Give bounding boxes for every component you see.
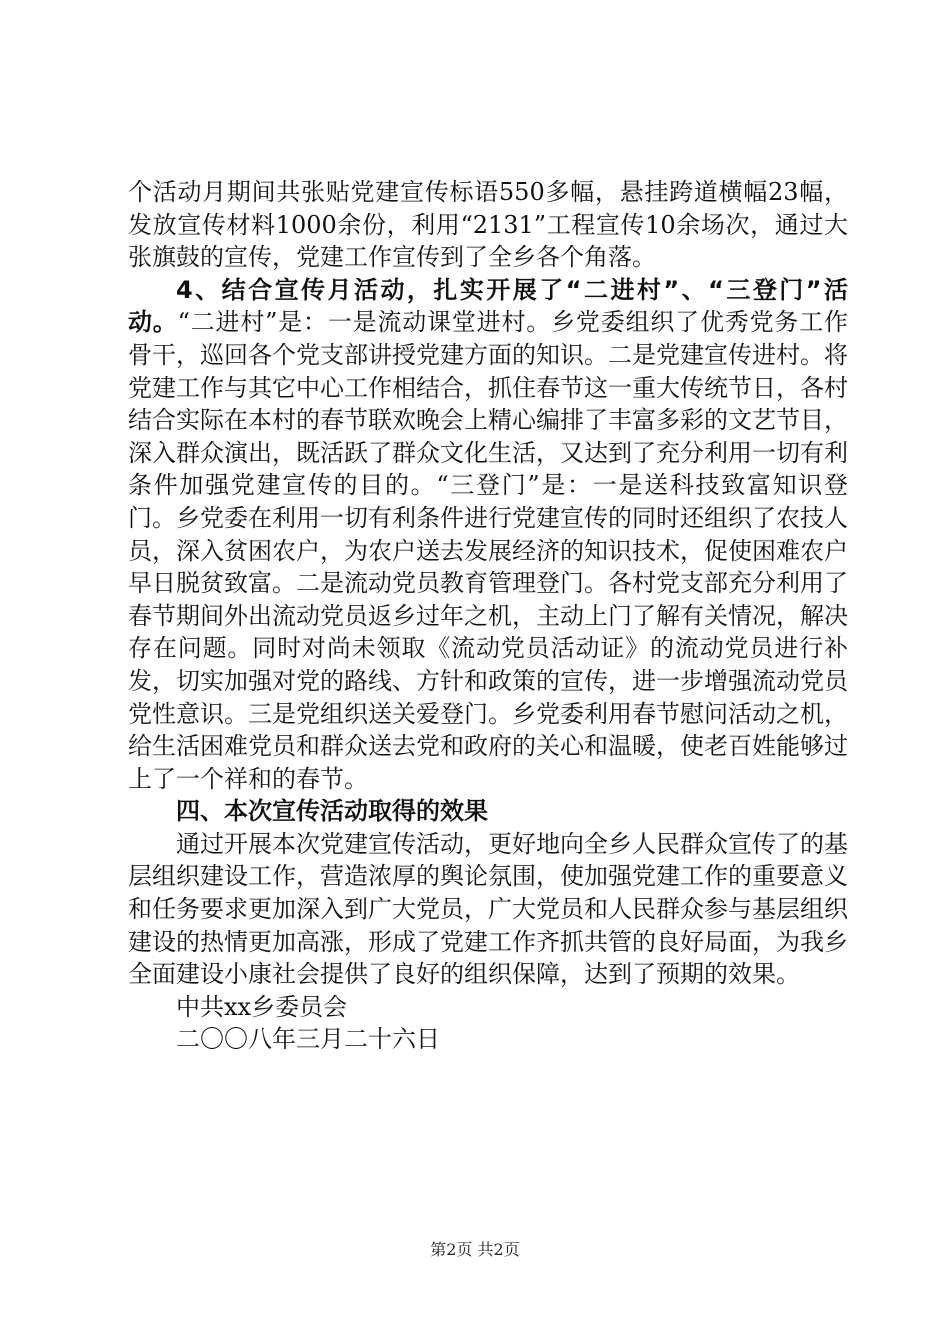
page-number-label: 第2页 共2页 (430, 1240, 520, 1259)
section-heading-effects: 四、本次宣传活动取得的效果 (176, 797, 488, 826)
page-footer (0, 1240, 950, 1260)
heading-erjincun-sandengmen (128, 274, 848, 796)
paragraph-erjincun-detail: “二进村”是：一是流动课堂进村。乡党委组织了优秀党务工作骨干，巡回各个党支部讲授党建方面的知识。二是党建宣传进村。将党建工作与其它中心工作相结合，抓住春节这一重大传统节日，各村结合实际在本村的春节联欢晚会上精心编排了丰富多彩的文艺节目，深入群众演出，既活跃了群众文化生活，又达到了充分利用一切有利条件加强党建宣传的目的。“三登门”是：一是送科技致富知识登门。乡党委在利用一切有利条件进行党建宣传的同时还组织了农技人员，深入贫困农户，为农户送去发展经济的知识技术，促使困难农户早日脱贫致富。二是流动党员教育管理登门。各村党支部充分利用了春节期间外出流动党员返乡过年之机，主动上门了解有关情况，解决存在问题。同时对尚未领取《流动党员活动证》的流动党员进行补发，切实加强对党的路线、方针和政策的宣传，进一步增强流动党员党性意识。三是党组织送关爱登门。乡党委利用春节慰问活动之机，给生活困难党员和群众送去党和政府的关心和温暖，使老百姓能够过上了一个祥和的春节。 (128, 308, 848, 793)
signature-date: 二〇〇八年三月二十六日 (176, 1025, 440, 1054)
document-body (128, 176, 848, 1056)
heading-text: 4、结合宣传月活动，扎实开展了“二进村”、“三登门”活动。 (128, 275, 848, 337)
paragraph-activity-stats: 个活动月期间共张贴党建宣传标语550多幅，悬挂跨道横幅23幅，发放宣传材料1000余份，利用“2131”工程宣传10余场次，通过大张旗鼓的宣传，党建工作宣传到了全乡各个角落。 (128, 178, 848, 272)
signature-organization: 中共xx乡委员会 (176, 992, 348, 1021)
paragraph-effects: 通过开展本次党建宣传活动，更好地向全乡人民群众宣传了的基层组织建设工作，营造浓厚的舆论氛围，使加强党建工作的重要意义和任务要求更加深入到广大党员，广大党员和人民群众参与基层组织建设的热情更加高涨，形成了党建工作齐抓共管的良好局面，为我乡全面建设小康社会提供了良好的组织保障，达到了预期的效果。 (128, 829, 848, 989)
